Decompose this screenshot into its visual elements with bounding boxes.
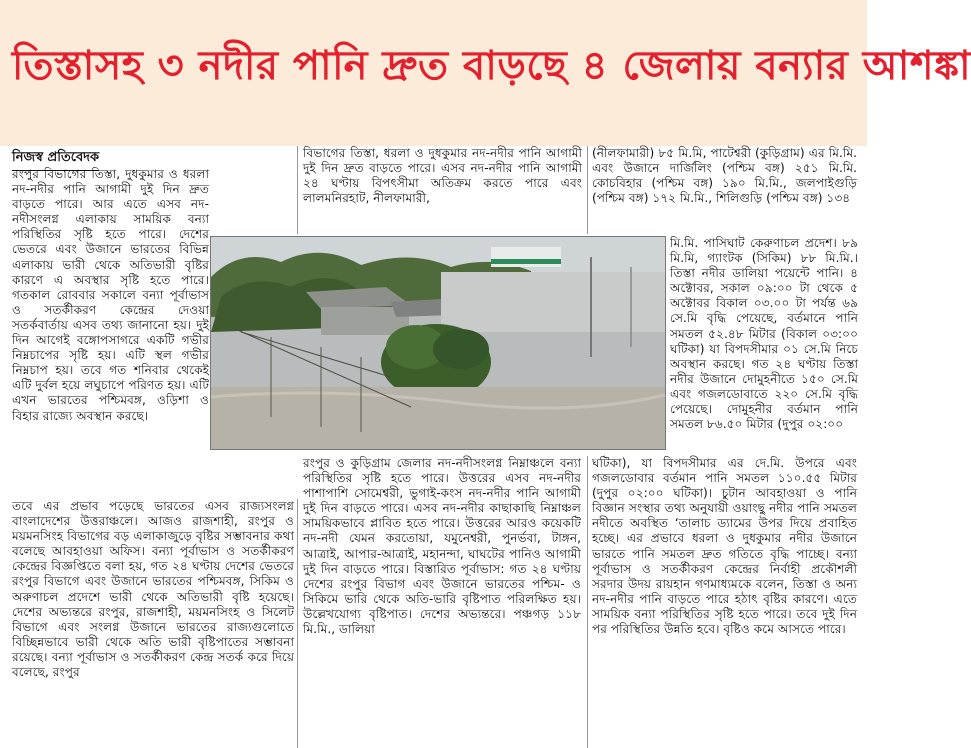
column-divider [587, 456, 588, 748]
column-2-top: বিভাগের তিস্তা, ধরলা ও দুধকুমার নদ-নদীর পানি আগামী দুই দিন দ্রুত বাড়তে পারে। এসব নদ-নদীর পানি আগামী ২৪ ঘণ্টায় বিপৎসীমা অতিক্রম করতে পারে এবং লালমনিরহাট, নীলফামারী, [303, 146, 582, 206]
flood-photo [210, 236, 666, 450]
column-2-bottom: রংপুর ও কুড়িগ্রাম জেলার নদ-নদীসংলগ্ন নিম্নাঞ্চলে বন্যা পরিস্থিতির সৃষ্টি হতে পারে। উত্তরের এসব নদ-নদীর পাশাপাশি সোমেশ্বরী, ভুগাই-কংস নদ-নদীর পানি আগামী দুই দিন বাড়তে পারে। এসব নদ-নদীর কাছাকাছি নিম্নাঞ্চল সাময়িকভাবে প্লাবিত হতে পারে। উত্তরের আরও কয়েকটি নদ-নদী যেমন করতোয়া, যমুনেশ্বরী, পুনর্ভবা, টাঙ্গন, আত্রাই, আপার-আত্রাই, মহানন্দা, ঘাঘটের পানিও আগামী দুই দিন বাড়তে পারে। বিস্তারিত পূর্বাভাস: গত ২৪ ঘণ্টায় দেশের রংপুর বিভাগ এবং উজানে ভারতের পশ্চিম- ও সিকিমে ভারি থেকে অতি-ভারি বৃষ্টিপাত পরিলক্ষিত হয়। উল্লেখযোগ্য বৃষ্টিপাত। দেশের অভ্যন্তরে। পঞ্চগড় ১১৮ মি.মি., ডালিয়া [303, 456, 581, 637]
byline: নিজস্ব প্রতিবেদক [12, 148, 99, 171]
column-divider [587, 146, 588, 234]
column-3-right: মি.মি. পাসিঘাট কেরুণাচল প্রদেশ। ৮৯ মি.মি, গ্যাংটক (সিকিম) ৮৮ মি.মি.। তিস্তা নদীর ডালিয়া পয়েন্টে পানি। ৪ অক্টোবর, সকাল ০৯:০০ টা থেকে ৫ অক্টোবর বিকাল ০৩.০০ টা পর্যন্ত ৬৯ সে.মি বৃদ্ধি পেয়েছে, বর্তমানে পানি সমতল ৫২.৪৮ মিটার (বিকাল ০৩:০০ ঘটিকা) যা বিপদসীমার ০১ সে.মি নিচে অবস্থান করছে। গত ২৪ ঘণ্টায় তিস্তা নদীর উজানে দোমুহনীতে ১৫০ সে.মি এবং গজলডোবাতে ২২০ সে.মি বৃদ্ধি পেয়েছে। দোমুহনীর বর্তমান পানি সমতল ৮৬.৫০ মিটার (দুপুর ০২:০০ [670, 236, 858, 432]
headline: তিস্তাসহ ৩ নদীর পানি দ্রুত বাড়ছে ৪ জেলায় বন্যার আশঙ্কা [12, 43, 971, 89]
column-divider [297, 146, 298, 234]
column-3-bottom: ঘটিকা), যা বিপদসীমার এর দে.মি. উপরে এবং গজলডোবার বর্তমান পানি সমতল ১১০.৫৫ মিটার (দুপুর ০২:০০ ঘটিকা)। চুটান আবহাওয়া ও পানি বিজ্ঞান সংস্থার তথ্য অনুযায়ী ওয়াংছু নদীর পানি সমতল নদীতে অবস্থিত ‘তালাচ ড্যামের উপর দিয়ে প্রবাহিত হচ্ছে। এর প্রভাবে ধরলা ও দুধকুমার নদীর উজানে ভারতে পানি সমতল দ্রুত গতিতে বৃদ্ধি পাচ্ছে। বন্যা পূর্বাভাস ও সতর্কীকরণ কেন্দ্রের নির্বাহী প্রকৌশলী সরদার উদয় রায়হান গণমাধ্যমকে বলেন, তিস্তা ও অন্য নদ-নদীর পানি বাড়তে পারে হঠাৎ বৃষ্টির কারণে। এতে সাময়িক বন্যা পরিস্থিতির সৃষ্টি হতে পারে। তবে দুই দিন পর পরিস্থিতির উন্নতি হবে। বৃষ্টিও কমে আসতে পারে। [592, 456, 857, 637]
column-1-bottom: তবে এর প্রভাব পড়েছে ভারতের এসব রাজ্যসংলগ্ন বাংলাদেশের উত্তরাঞ্চলে। আজও রাজশাহী, রংপুর ও ময়মনসিংহ বিভাগের বড় এলাকাজুড়ে বৃষ্টির সম্ভাবনার কথা বলেছে আবহাওয়া অফিস। বন্যা পূর্বাভাস ও সতর্কীকরণ কেন্দ্রের বিজ্ঞপ্তিতে বলা হয়, গত ২৪ ঘণ্টায় দেশের ভেতরে রংপুর বিভাগে এবং উজানে ভারতের পশ্চিমবঙ্গ, সিকিম ও অরুণাচল প্রদেশে ভারী থেকে অতিভারী বৃষ্টি হয়েছে। দেশের অভ্যন্তরে রংপুর, রাজশাহী, ময়মনসিংহ ও সিলেট বিভাগে এবং সংলগ্ন উজানে ভারতের রাজ্যগুলোতে বিচ্ছিন্নভাবে ভারী থেকে অতি ভারী বৃষ্টিপাতের সম্ভাবনা রয়েছে। বন্যা পূর্বাভাস ও সতর্কীকরণ কেন্দ্র সতর্ক করে দিয়ে বলেছে, রংপুর [12, 499, 294, 680]
column-3-top: (নীলফামারী) ৮৫ মি.মি, পাটেশ্বরী (কুড়িগ্রাম) এর মি.মি. এবং উজানে দার্জিলিং (পশ্চিম বঙ্গ) ২৫১ মি.মি. কোচবিহার (পশ্চিম বঙ্গ) ১৯০ মি.মি., জলপাইগুড়ি (পশ্চিম বঙ্গ) ১৭২ মি.মি., শিলিগুড়ি (পশ্চিম বঙ্গ) ১৩৪ [592, 146, 857, 206]
column-1-top: রংপুর বিভাগের তিস্তা, দুধকুমার ও ধরলা নদ-নদীর পানি আগামী দুই দিন দ্রুত বাড়তে পারে। আর এতে এসব নদ-নদীসংলগ্ন এলাকায় সাময়িক বন্যা পরিস্থিতির সৃষ্টি হতে পারে। দেশের ভেতরে এবং উজানে ভারতের বিভিন্ন এলাকায় ভারী থেকে অতিভারী বৃষ্টির কারণে এ অবস্থার সৃষ্টি হতে পারে। গতকাল রোববার সকালে বন্যা পূর্বাভাস ও সতর্কীকরণ কেন্দ্রের দেওয়া সতর্কবার্তায় এসব তথ্য জানানো হয়। দুই দিন আগেই বঙ্গোপসাগরে একটি গভীর নিম্নচাপের সৃষ্টি হয়। এটি স্থল গভীর নিম্নচাপ হয়। তবে গত শনিবার থেকেই এটি দুর্বল হয়ে লঘুচাপে পরিণত হয়। এটি এখন ভারতের পশ্চিমবঙ্গ, ওড়িশা ও বিহার রাজ্যে অবস্থান করছে। [12, 167, 209, 423]
column-divider [297, 499, 298, 748]
